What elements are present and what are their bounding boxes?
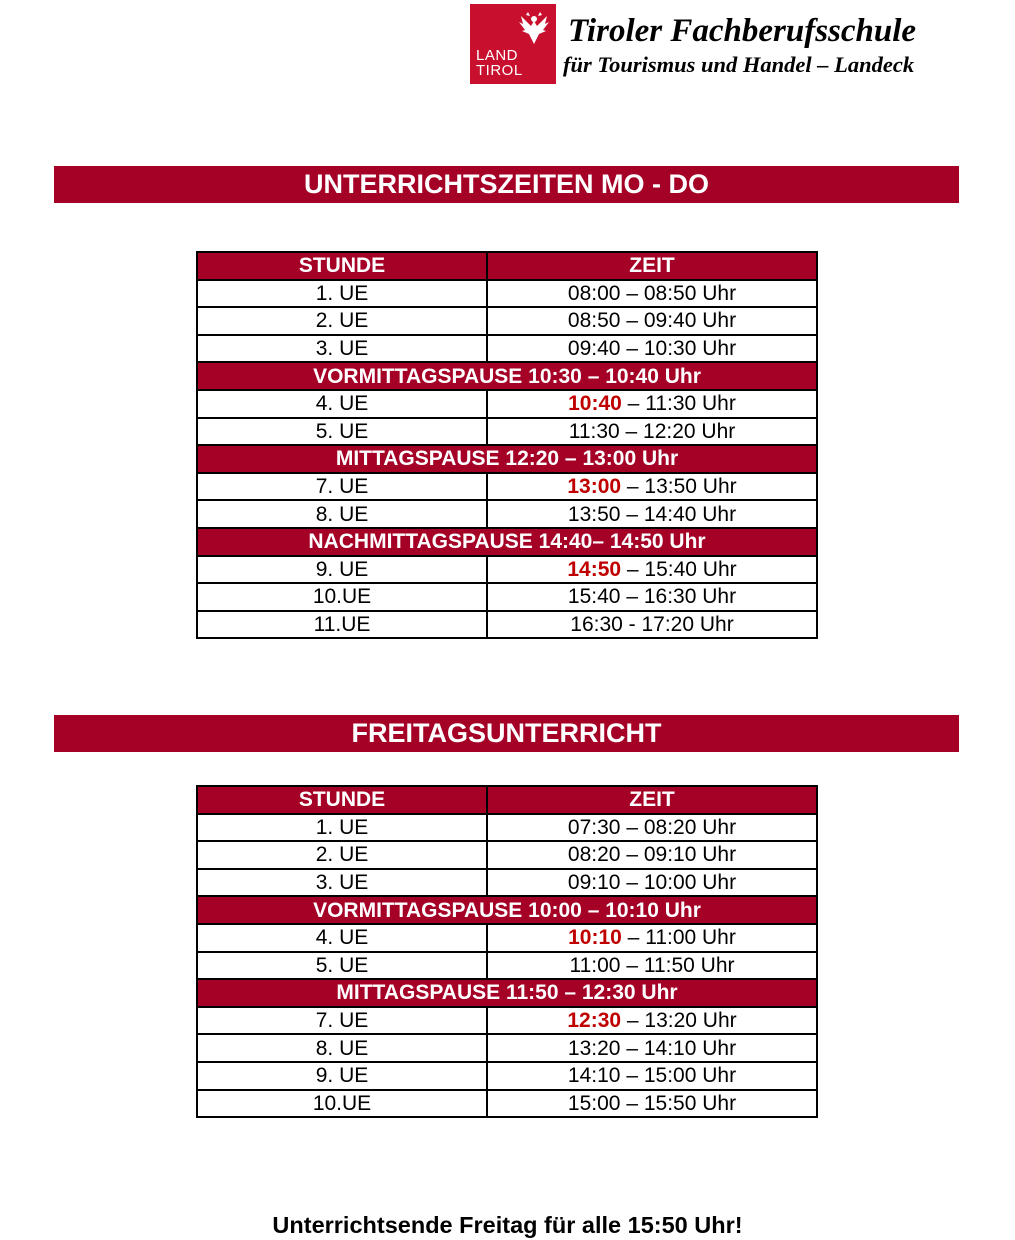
table-row (197, 307, 817, 335)
pause-row (197, 896, 817, 924)
column-header-zeit: ZEIT (487, 252, 817, 280)
lesson-end-time: – 10:30 Uhr (620, 337, 737, 361)
lesson-end-time: – 15:50 Uhr (620, 1091, 737, 1115)
lesson-time (487, 841, 817, 869)
lesson-start-time: 13:00 (567, 475, 622, 499)
lesson-number: 10.UE (197, 1090, 487, 1118)
lesson-start-time: 09:10 (567, 871, 621, 895)
table-row (197, 869, 817, 897)
lesson-start-time: 10:40 (568, 392, 622, 416)
table-row (197, 556, 817, 584)
weekdays-schedule-table (196, 251, 818, 639)
lesson-end-time: – 12:20 Uhr (619, 419, 736, 443)
friday-schedule-table (196, 785, 818, 1118)
lesson-end-time: - 17:20 Uhr (622, 613, 734, 637)
pause-label: NACHMITTAGSPAUSE 14:40– 14:50 Uhr (197, 528, 817, 556)
lesson-number: 2. UE (197, 307, 487, 335)
lesson-start-time: 15:40 (567, 585, 621, 609)
lesson-time (487, 924, 817, 952)
column-header-stunde: STUNDE (197, 252, 487, 280)
lesson-start-time: 07:30 (567, 815, 621, 839)
logo-line-2: TIROL (476, 62, 523, 79)
lesson-start-time: 08:20 (567, 843, 621, 867)
lesson-time (487, 1062, 817, 1090)
lesson-number: 9. UE (197, 1062, 487, 1090)
lesson-end-time: – 10:00 Uhr (620, 871, 737, 895)
table-row (197, 814, 817, 842)
school-subtitle: für Tourismus und Handel – Landeck (563, 52, 915, 77)
logo-line-1: LAND (476, 47, 519, 64)
lesson-start-time: 08:00 (567, 281, 621, 305)
tyrolean-eagle-icon (517, 10, 551, 44)
pause-label: MITTAGSPAUSE 11:50 – 12:30 Uhr (197, 979, 817, 1007)
lesson-start-time: 13:20 (567, 1036, 621, 1060)
lesson-time (487, 869, 817, 897)
lesson-start-time: 11:00 (569, 953, 621, 977)
lesson-end-time: – 14:10 Uhr (620, 1036, 737, 1060)
pause-label: VORMITTAGSPAUSE 10:00 – 10:10 Uhr (197, 896, 817, 924)
table-row (197, 583, 817, 611)
lesson-end-time: – 08:20 Uhr (620, 815, 737, 839)
lesson-start-time: 10:10 (568, 926, 622, 950)
lesson-number: 8. UE (197, 1034, 487, 1062)
table-row (197, 280, 817, 308)
lesson-time (487, 280, 817, 308)
lesson-number: 1. UE (197, 280, 487, 308)
lesson-number: 3. UE (197, 869, 487, 897)
column-header-stunde: STUNDE (197, 786, 487, 814)
land-tirol-logo (470, 4, 556, 84)
table-row (197, 390, 817, 418)
lesson-number: 8. UE (197, 500, 487, 528)
pause-label: MITTAGSPAUSE 12:20 – 13:00 Uhr (197, 445, 817, 473)
table-row (197, 841, 817, 869)
table-row (197, 473, 817, 501)
lesson-end-time: – 11:30 Uhr (621, 392, 736, 416)
lesson-time (487, 952, 817, 980)
school-name: Tiroler Fachberufsschule (568, 13, 917, 49)
weekdays-section-title: UNTERRICHTSZEITEN MO - DO (54, 166, 959, 203)
table-row (197, 1007, 817, 1035)
lesson-time (487, 390, 817, 418)
logo-text (476, 48, 523, 78)
lesson-number: 2. UE (197, 841, 487, 869)
lesson-time (487, 1034, 817, 1062)
lesson-end-time: – 13:50 Uhr (621, 475, 737, 499)
lesson-end-time: – 15:40 Uhr (621, 557, 737, 581)
lesson-end-time: – 13:20 Uhr (621, 1009, 737, 1033)
lesson-start-time: 13:50 (567, 502, 621, 526)
lesson-time (487, 418, 817, 446)
pause-row (197, 362, 817, 390)
lesson-number: 5. UE (197, 952, 487, 980)
table-row (197, 335, 817, 363)
column-header-zeit: ZEIT (487, 786, 817, 814)
lesson-number: 4. UE (197, 924, 487, 952)
lesson-number: 5. UE (197, 418, 487, 446)
lesson-start-time: 12:30 (567, 1009, 622, 1033)
lesson-start-time: 11:30 (568, 419, 620, 443)
lesson-number: 11.UE (197, 611, 487, 639)
lesson-end-time: – 09:10 Uhr (620, 843, 737, 867)
lesson-number: 10.UE (197, 583, 487, 611)
table-row (197, 418, 817, 446)
lesson-end-time: – 09:40 Uhr (620, 309, 737, 333)
lesson-end-time: – 08:50 Uhr (620, 281, 737, 305)
pause-label: VORMITTAGSPAUSE 10:30 – 10:40 Uhr (197, 362, 817, 390)
lesson-start-time: 15:00 (567, 1091, 621, 1115)
table-row (197, 1090, 817, 1118)
lesson-start-time: 14:10 (567, 1064, 621, 1088)
friday-section-title: FREITAGSUNTERRICHT (54, 715, 959, 752)
table-row (197, 611, 817, 639)
pause-row (197, 979, 817, 1007)
table-row (197, 1034, 817, 1062)
lesson-end-time: – 11:00 Uhr (621, 926, 736, 950)
lesson-time (487, 500, 817, 528)
lesson-number: 7. UE (197, 473, 487, 501)
lesson-number: 1. UE (197, 814, 487, 842)
table-header-row (197, 252, 817, 280)
lesson-end-time: – 14:40 Uhr (620, 502, 737, 526)
table-row (197, 500, 817, 528)
lesson-end-time: – 16:30 Uhr (620, 585, 737, 609)
pause-row (197, 528, 817, 556)
lesson-time (487, 335, 817, 363)
lesson-number: 7. UE (197, 1007, 487, 1035)
lesson-time (487, 583, 817, 611)
lesson-time (487, 473, 817, 501)
lesson-time (487, 814, 817, 842)
lesson-time (487, 1007, 817, 1035)
lesson-time (487, 307, 817, 335)
lesson-end-time: – 15:00 Uhr (620, 1064, 737, 1088)
pause-row (197, 445, 817, 473)
table-row (197, 924, 817, 952)
lesson-number: 3. UE (197, 335, 487, 363)
lesson-time (487, 611, 817, 639)
lesson-number: 9. UE (197, 556, 487, 584)
lesson-end-time: – 11:50 Uhr (620, 953, 735, 977)
lesson-time (487, 556, 817, 584)
table-header-row (197, 786, 817, 814)
friday-end-note: Unterrichtsende Freitag für alle 15:50 Uhr! (272, 1212, 743, 1238)
lesson-start-time: 14:50 (567, 557, 622, 581)
table-row (197, 1062, 817, 1090)
lesson-start-time: 08:50 (567, 309, 621, 333)
lesson-start-time: 09:40 (567, 337, 621, 361)
lesson-start-time: 16:30 (570, 613, 623, 637)
lesson-time (487, 1090, 817, 1118)
table-row (197, 952, 817, 980)
lesson-number: 4. UE (197, 390, 487, 418)
